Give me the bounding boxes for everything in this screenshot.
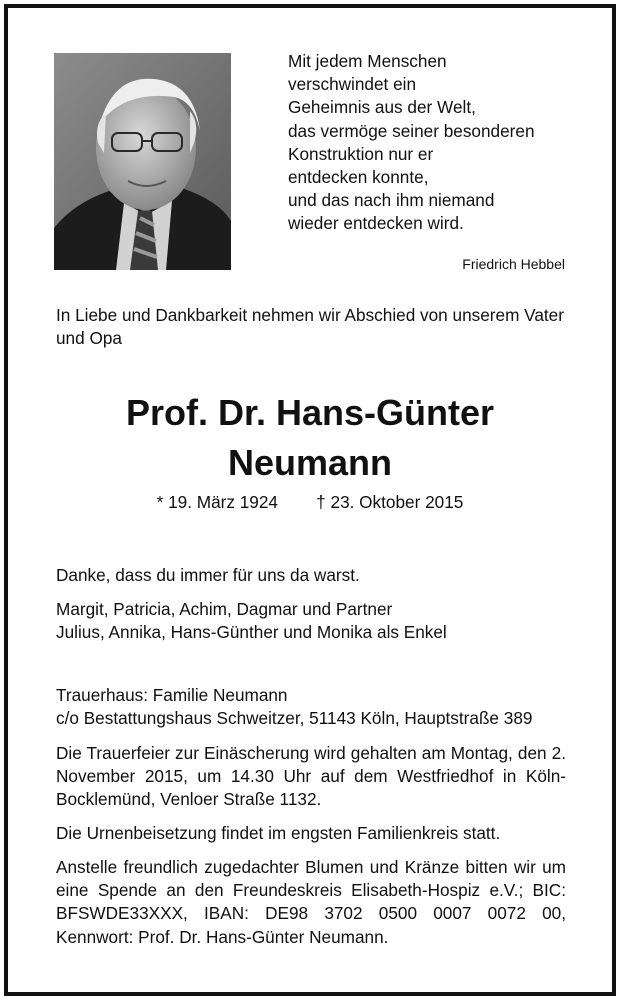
poem-line: Mit jedem Menschen	[288, 51, 447, 71]
poem-line: Konstruktion nur er	[288, 143, 434, 164]
poem-line: Geheimnis aus der Welt,	[288, 97, 476, 118]
poem-author: Friedrich Hebbel	[462, 256, 565, 272]
family-line: Margit, Patricia, Achim, Dagmar und Partner	[56, 599, 393, 619]
poem-line: entdecken konnte,	[288, 167, 429, 188]
deceased-name-line: Neumann	[227, 442, 393, 483]
family-names	[56, 598, 566, 644]
portrait-photo	[54, 53, 231, 270]
address-line: Trauerhaus: Familie Neumann	[56, 685, 288, 705]
family-line: Julius, Annika, Hans-Günther und Monika als Enkel	[56, 622, 447, 643]
ceremony-info: Die Trauerfeier zur Einäscherung wird gehalten am Montag, den 2. November 2015, um 14.30 Uhr auf dem Westfriedhof in Köln-Bocklemünd, Venloer Straße 1132.	[56, 743, 566, 810]
poem-quote	[288, 50, 578, 236]
poem-line: verschwindet ein	[288, 74, 417, 95]
deceased-name-line: Prof. Dr. Hans-Günter	[125, 392, 495, 433]
urn-burial-info: Die Urnenbeisetzung findet im engsten Familienkreis statt.	[56, 823, 501, 843]
life-dates: * 19. März 1924 † 23. Oktober 2015	[156, 492, 464, 512]
donation-info: Anstelle freundlich zugedachter Blumen und Kränze bitten wir um eine Spende an den Freundeskreis Elisabeth-Hospiz e.V.; BIC: BFSWDE33XXX, IBAN: DE98 3702 0500 0007 0072 00, Kennwort: Prof. Dr. Hans-Günter Neumann.	[56, 857, 566, 947]
poem-line: und das nach ihm niemand	[288, 190, 495, 211]
poem-line: wieder entdecken wird.	[288, 213, 464, 234]
mourning-address	[56, 684, 566, 730]
poem-line: das vermöge seiner besonderen	[288, 120, 535, 141]
thanks-text: Danke, dass du immer für uns da warst.	[56, 565, 360, 585]
deceased-name	[20, 388, 600, 488]
address-line: c/o Bestattungshaus Schweitzer, 51143 Köln, Hauptstraße 389	[56, 708, 533, 729]
intro-text: In Liebe und Dankbarkeit nehmen wir Abschied von unserem Vater und Opa	[56, 305, 564, 349]
